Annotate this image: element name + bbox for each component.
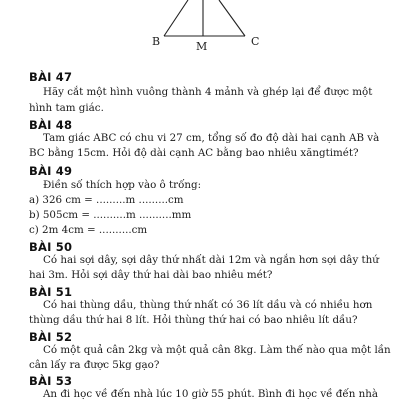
fill-in-item-b: b) 505cm = ..........m ..........mm xyxy=(29,209,192,221)
problem-title: BÀI 52 xyxy=(29,330,73,344)
problem-title: BÀI 47 xyxy=(29,70,73,84)
triangle-side-ac xyxy=(219,0,245,36)
vertex-label-m: M xyxy=(196,40,208,53)
problem-text-line: Hãy cắt một hình vuông thành 4 mảnh và ghép lại để được một xyxy=(43,86,373,98)
problem-text-line: Có hai sợi dây, sợi dây thứ nhất dài 12m và ngắn hơn sợi dây thứ xyxy=(43,254,379,266)
vertex-label-b: B xyxy=(152,35,161,48)
problem-text-line: Có một quả cân 2kg và một quả cân 8kg. Làm thế nào qua một lần xyxy=(43,344,391,356)
triangle-side-ab xyxy=(164,0,188,36)
problem-text-line: cân lấy ra được 5kg gạo? xyxy=(29,359,160,371)
problem-text-line: thùng dầu thứ hai 8 lít. Hỏi thùng thứ hai có bao nhiêu lít dầu? xyxy=(29,314,358,326)
problem-title: BÀI 49 xyxy=(29,164,73,178)
problem-text-line: hình tam giác. xyxy=(29,102,104,114)
problem-text-line: An đi học về đến nhà lúc 10 giờ 55 phút. Bình đi học về đến nhà xyxy=(43,388,378,400)
problem-title: BÀI 50 xyxy=(29,240,73,254)
problem-text-line: Tam giác ABC có chu vi 27 cm, tổng số đo độ dài hai cạnh AB và xyxy=(43,132,380,144)
vertex-label-c: C xyxy=(251,35,260,48)
problem-title: BÀI 53 xyxy=(29,374,73,388)
fill-in-item-a: a) 326 cm = .........m .........cm xyxy=(29,194,184,206)
problem-title: BÀI 48 xyxy=(29,118,73,132)
problem-text-line: Điền số thích hợp vào ô trống: xyxy=(43,179,202,191)
problem-title: BÀI 51 xyxy=(29,285,73,299)
problem-text-line: BC bằng 15cm. Hỏi độ dài cạnh AC bằng bao nhiêu xăngtimét? xyxy=(29,147,359,159)
fill-in-item-c: c) 2m 4cm = ..........cm xyxy=(29,224,148,236)
problem-text-line: Có hai thùng dầu, thùng thứ nhất có 36 lít dầu và có nhiều hơn xyxy=(43,299,373,311)
problem-text-line: hai 3m. Hỏi sợi dây thứ hai dài bao nhiêu mét? xyxy=(29,269,273,281)
